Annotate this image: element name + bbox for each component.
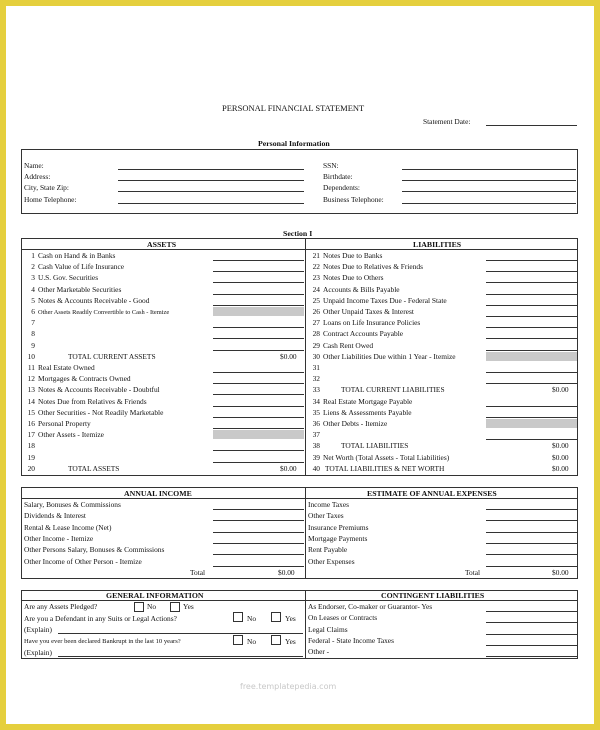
defendant-question: Are you a Defendant in any Suits or Legal Actions? — [24, 614, 177, 623]
liability-total-value: $0.00 — [552, 385, 569, 395]
income-total-value: $0.00 — [278, 568, 295, 577]
assets-pledged-no-checkbox[interactable] — [134, 602, 144, 612]
asset-itemize-shade — [213, 307, 304, 316]
dependents-field[interactable] — [402, 191, 576, 192]
asset-line-number: 19 — [27, 452, 35, 462]
asset-label: Notes Due from Relatives & Friends — [38, 396, 147, 406]
watermark: free.templatepedia.com — [240, 682, 337, 691]
expense-row-label: Other Expenses — [308, 556, 355, 566]
asset-line-number: 4 — [31, 284, 35, 294]
liability-line-number: 29 — [312, 340, 320, 350]
contingent-value-field[interactable] — [486, 622, 577, 623]
asset-row — [24, 262, 124, 271]
liability-line-number: 23 — [312, 273, 320, 283]
liability-value-field[interactable] — [486, 372, 577, 373]
liability-value-field[interactable] — [486, 316, 577, 317]
city-state-zip-field[interactable] — [118, 191, 304, 192]
asset-label: TOTAL ASSETS — [68, 463, 120, 473]
income-expense-divider — [305, 487, 306, 579]
asset-value-field[interactable] — [213, 282, 304, 283]
asset-row — [24, 408, 163, 417]
asset-row — [24, 419, 91, 428]
liabilities-heading: LIABILITIES — [413, 240, 462, 249]
asset-line-number: 16 — [27, 419, 35, 428]
liability-label: Other Unpaid Taxes & Interest — [323, 307, 414, 316]
expense-row-label: Other Taxes — [308, 511, 344, 521]
liability-value-field[interactable] — [486, 305, 577, 306]
income-row-label: Salary, Bonuses & Commissions — [24, 500, 121, 509]
asset-label: Notes & Accounts Receivable - Doubtful — [38, 385, 160, 395]
liability-line-number: 27 — [312, 318, 320, 328]
asset-line-number: 15 — [27, 407, 35, 417]
home-telephone-field[interactable] — [118, 203, 304, 204]
address-field[interactable] — [118, 180, 304, 181]
income-value-field[interactable] — [213, 554, 304, 555]
bankrupt-no-checkbox[interactable] — [233, 635, 243, 645]
asset-label: Mortgages & Contracts Owned — [38, 374, 131, 384]
expense-total-label: Total — [465, 568, 481, 577]
liability-row — [309, 352, 456, 361]
asset-line-number: 1 — [31, 251, 35, 260]
liability-label: Liens & Assessments Payable — [323, 407, 412, 417]
asset-value-field[interactable] — [213, 406, 304, 407]
income-value-field[interactable] — [213, 520, 304, 521]
liability-row — [309, 408, 411, 417]
liability-row — [309, 430, 323, 439]
asset-row — [24, 341, 38, 350]
personal-info-heading: Personal Information — [258, 139, 330, 148]
asset-row — [24, 318, 38, 327]
asset-label: TOTAL CURRENT ASSETS — [68, 351, 156, 361]
annual-income-heading: ANNUAL INCOME — [124, 489, 192, 498]
liability-line-number: 21 — [312, 251, 320, 260]
liability-row — [309, 453, 449, 462]
asset-value-field[interactable] — [213, 417, 304, 418]
expense-total-value: $0.00 — [552, 568, 569, 577]
liability-label: Cash Rent Owed — [323, 340, 374, 350]
asset-row — [24, 296, 149, 305]
home-telephone-label: Home Telephone: — [24, 195, 77, 204]
liability-value-field[interactable] — [486, 338, 577, 339]
expense-value-field[interactable] — [486, 532, 577, 533]
liability-row — [309, 251, 382, 260]
asset-row — [24, 363, 95, 372]
expense-value-field[interactable] — [486, 509, 577, 510]
liability-label: Other Liabilities Due within 1 Year - Itemize — [323, 351, 456, 361]
asset-line-number: 12 — [27, 374, 35, 384]
defendant-no-label: No — [247, 614, 257, 623]
asset-value-field[interactable] — [213, 450, 304, 451]
liability-line-number: 33 — [312, 385, 320, 395]
liability-label: Loans on Life Insurance Policies — [323, 318, 421, 328]
asset-row — [24, 464, 119, 473]
asset-row — [24, 273, 98, 282]
income-total-label: Total — [190, 568, 206, 577]
asset-label: Real Estate Owned — [38, 363, 95, 372]
liability-itemize-shade — [486, 352, 577, 361]
liability-label: Notes Due to Others — [323, 273, 384, 283]
expense-value-field[interactable] — [486, 520, 577, 521]
income-value-field[interactable] — [213, 543, 304, 544]
liability-label: Other Debts - Itemize — [323, 419, 388, 428]
defendant-yes-label: Yes — [285, 614, 296, 623]
bankrupt-yes-label: Yes — [285, 637, 296, 646]
asset-line-number: 17 — [27, 430, 35, 440]
income-row-label: Dividends & Interest — [24, 511, 86, 521]
contingent-value-field[interactable] — [486, 634, 577, 635]
assets-pledged-yes-label: Yes — [183, 602, 194, 611]
section1-header-rule — [21, 249, 578, 250]
bankrupt-yes-checkbox[interactable] — [271, 635, 281, 645]
liability-label: Real Estate Mortgage Payable — [323, 396, 413, 406]
asset-label: Personal Property — [38, 419, 91, 428]
contingent-row-label: On Leases or Contracts — [308, 613, 378, 623]
statement-date-field[interactable] — [486, 125, 577, 126]
liability-value-field[interactable] — [486, 439, 577, 440]
name-label: Name: — [24, 161, 44, 170]
asset-row — [24, 374, 131, 383]
general-contingent-header-rule — [21, 600, 578, 601]
expense-row-label: Insurance Premiums — [308, 522, 369, 532]
asset-row — [24, 453, 38, 462]
liability-line-number: 36 — [312, 419, 320, 428]
liability-row — [309, 341, 373, 350]
business-telephone-label: Business Telephone: — [323, 195, 384, 204]
asset-line-number: 9 — [31, 340, 35, 350]
asset-line-number: 20 — [27, 463, 35, 473]
liability-row — [309, 273, 384, 282]
liability-row — [309, 419, 387, 428]
contingent-row-label: Legal Claims — [308, 624, 348, 634]
asset-value-field[interactable] — [213, 394, 304, 395]
assets-pledged-no-label: No — [147, 602, 157, 611]
asset-label: Cash on Hand & in Banks — [38, 251, 116, 260]
ssn-field[interactable] — [402, 169, 576, 170]
asset-line-number: 11 — [27, 363, 35, 372]
general-info-heading: GENERAL INFORMATION — [106, 591, 204, 600]
asset-row — [24, 251, 115, 260]
liability-label: Notes Due to Banks — [323, 251, 383, 260]
contingent-row-label: Federal - State Income Taxes — [308, 635, 394, 645]
asset-label: Other Marketable Securities — [38, 284, 122, 294]
asset-line-number: 3 — [31, 273, 35, 283]
defendant-explain-label: (Explain) — [24, 625, 52, 634]
defendant-yes-checkbox[interactable] — [271, 612, 281, 622]
asset-line-number: 14 — [27, 396, 35, 406]
name-field[interactable] — [118, 169, 304, 170]
contingent-value-field[interactable] — [486, 656, 577, 657]
asset-label: Cash Value of Life Insurance — [38, 262, 125, 272]
liability-value-field[interactable] — [486, 383, 577, 384]
asset-row — [24, 397, 147, 406]
liability-label: TOTAL CURRENT LIABILITIES — [341, 385, 445, 395]
liability-line-number: 35 — [312, 407, 320, 417]
liability-row — [309, 363, 323, 372]
asset-line-number: 13 — [27, 385, 35, 395]
liability-value-field[interactable] — [486, 417, 577, 418]
income-value-field[interactable] — [213, 509, 304, 510]
income-row-label: Rental & Lease Income (Net) — [24, 522, 112, 532]
liability-total-value: $0.00 — [552, 463, 569, 473]
asset-value-field[interactable] — [213, 428, 304, 429]
asset-value-field[interactable] — [213, 327, 304, 328]
liability-line-number: 25 — [312, 295, 320, 305]
liability-line-number: 32 — [312, 374, 320, 384]
asset-line-number: 10 — [27, 351, 35, 361]
liability-line-number: 26 — [312, 307, 320, 316]
asset-line-number: 8 — [31, 329, 35, 339]
liability-label: Net Worth (Total Assets - Total Liabilities) — [323, 452, 450, 462]
income-row-label: Other Persons Salary, Bonuses & Commissions — [24, 545, 165, 555]
bankrupt-explain-label: (Explain) — [24, 648, 52, 657]
asset-value-field[interactable] — [213, 383, 304, 384]
asset-value-field[interactable] — [213, 305, 304, 306]
expense-row-label: Mortgage Payments — [308, 533, 368, 543]
liability-itemize-shade — [486, 419, 577, 428]
asset-total-value: $0.00 — [280, 463, 297, 473]
birthdate-field[interactable] — [402, 180, 576, 181]
asset-value-field[interactable] — [213, 271, 304, 272]
contingent-value-field[interactable] — [486, 611, 577, 612]
asset-value-field[interactable] — [213, 338, 304, 339]
birthdate-label: Birthdate: — [323, 172, 353, 181]
bankrupt-question: Have you ever been declared Bankrupt in the last 10 years? — [24, 638, 181, 645]
liability-line-number: 31 — [312, 363, 320, 372]
asset-value-field[interactable] — [213, 260, 304, 261]
liability-value-field[interactable] — [486, 282, 577, 283]
asset-line-number: 2 — [31, 262, 35, 272]
liability-row — [309, 464, 444, 473]
liability-line-number: 37 — [312, 430, 320, 440]
liability-line-number: 39 — [312, 452, 320, 462]
defendant-explain-field[interactable] — [58, 633, 303, 634]
bankrupt-no-label: No — [247, 637, 257, 646]
asset-line-number: 6 — [31, 307, 35, 316]
liability-line-number: 40 — [312, 463, 320, 473]
liability-value-field[interactable] — [486, 260, 577, 261]
dependents-label: Dependents: — [323, 183, 360, 192]
asset-value-field[interactable] — [213, 350, 304, 351]
asset-value-field[interactable] — [213, 294, 304, 295]
expense-value-field[interactable] — [486, 554, 577, 555]
liability-label: Unpaid Income Taxes Due - Federal State — [323, 295, 447, 305]
income-value-field[interactable] — [213, 566, 304, 567]
liability-row — [309, 262, 423, 271]
asset-line-number: 5 — [31, 295, 35, 305]
assets-pledged-yes-checkbox[interactable] — [170, 602, 180, 612]
asset-row — [24, 285, 121, 294]
section1-divider — [305, 238, 306, 476]
asset-value-field[interactable] — [213, 462, 304, 463]
asset-label: Other Securities - Not Readily Marketable — [38, 407, 164, 417]
asset-row — [24, 329, 38, 338]
statement-date-label: Statement Date: — [423, 117, 471, 126]
liability-label: Contract Accounts Payable — [323, 329, 404, 339]
contingent-value-field[interactable] — [486, 645, 577, 646]
asset-line-number: 7 — [31, 318, 35, 328]
bankrupt-explain-field[interactable] — [58, 656, 303, 657]
defendant-no-checkbox[interactable] — [233, 612, 243, 622]
liability-line-number: 28 — [312, 329, 320, 339]
liability-label: TOTAL LIABILITIES — [341, 441, 409, 451]
asset-itemize-shade — [213, 430, 304, 439]
asset-row — [24, 352, 156, 361]
ssn-label: SSN: — [323, 161, 339, 170]
liability-row — [309, 296, 447, 305]
liability-value-field[interactable] — [486, 327, 577, 328]
liability-total-value: $0.00 — [552, 441, 569, 451]
income-expense-header-rule — [21, 498, 578, 499]
liability-label: Accounts & Bills Payable — [323, 284, 400, 294]
document-title: PERSONAL FINANCIAL STATEMENT — [222, 103, 365, 113]
assets-heading: ASSETS — [147, 240, 177, 249]
liability-line-number: 30 — [312, 351, 320, 361]
liability-value-field[interactable] — [486, 271, 577, 272]
liability-line-number: 38 — [312, 441, 320, 451]
liability-line-number: 22 — [312, 262, 320, 272]
asset-row — [24, 385, 160, 394]
asset-row — [24, 307, 169, 317]
asset-label: U.S. Gov. Securities — [38, 273, 99, 283]
address-label: Address: — [24, 172, 51, 181]
liability-total-value: $0.00 — [552, 452, 569, 462]
liability-value-field[interactable] — [486, 406, 577, 407]
asset-row — [24, 441, 38, 450]
expense-row-label: Income Taxes — [308, 500, 350, 509]
income-value-field[interactable] — [213, 532, 304, 533]
liability-value-field[interactable] — [486, 294, 577, 295]
asset-label: Other Assets Readily Convertible to Cash - Itemize — [38, 309, 170, 316]
asset-total-value: $0.00 — [280, 351, 297, 361]
liability-line-number: 34 — [312, 396, 320, 406]
asset-row — [24, 430, 104, 439]
personal-info-box — [21, 149, 578, 214]
annual-expenses-heading: ESTIMATE OF ANNUAL EXPENSES — [367, 489, 497, 498]
income-row-label: Other Income - Itemize — [24, 533, 94, 543]
asset-label: Notes & Accounts Receivable - Good — [38, 295, 150, 305]
liability-label: Notes Due to Relatives & Friends — [323, 262, 423, 272]
liability-row — [309, 385, 445, 394]
business-telephone-field[interactable] — [402, 203, 576, 204]
section-heading: Section I — [283, 229, 313, 238]
city-state-zip-label: City, State Zip: — [24, 183, 69, 192]
contingent-row-label: Other - — [308, 647, 330, 657]
contingent-heading: CONTINGENT LIABILITIES — [381, 591, 485, 600]
income-row-label: Other Income of Other Person - Itemize — [24, 556, 142, 566]
liability-row — [309, 318, 420, 327]
expense-value-field[interactable] — [486, 543, 577, 544]
expense-row-label: Rent Payable — [308, 545, 348, 555]
asset-label: Other Assets - Itemize — [38, 430, 104, 440]
contingent-row-label: As Endorser, Co-maker or Guarantor- Yes — [308, 602, 433, 611]
liability-line-number: 24 — [312, 284, 320, 294]
liability-row — [309, 285, 400, 294]
asset-line-number: 18 — [27, 441, 35, 451]
assets-pledged-question: Are any Assets Pledged? — [24, 602, 98, 611]
liability-row — [309, 374, 323, 383]
liability-row — [309, 307, 414, 316]
liability-row — [309, 397, 412, 406]
expense-value-field[interactable] — [486, 566, 577, 567]
liability-row — [309, 329, 403, 338]
asset-value-field[interactable] — [213, 372, 304, 373]
liability-label: TOTAL LIABILITIES & NET WORTH — [325, 463, 445, 473]
liability-value-field[interactable] — [486, 350, 577, 351]
liability-row — [309, 441, 408, 450]
